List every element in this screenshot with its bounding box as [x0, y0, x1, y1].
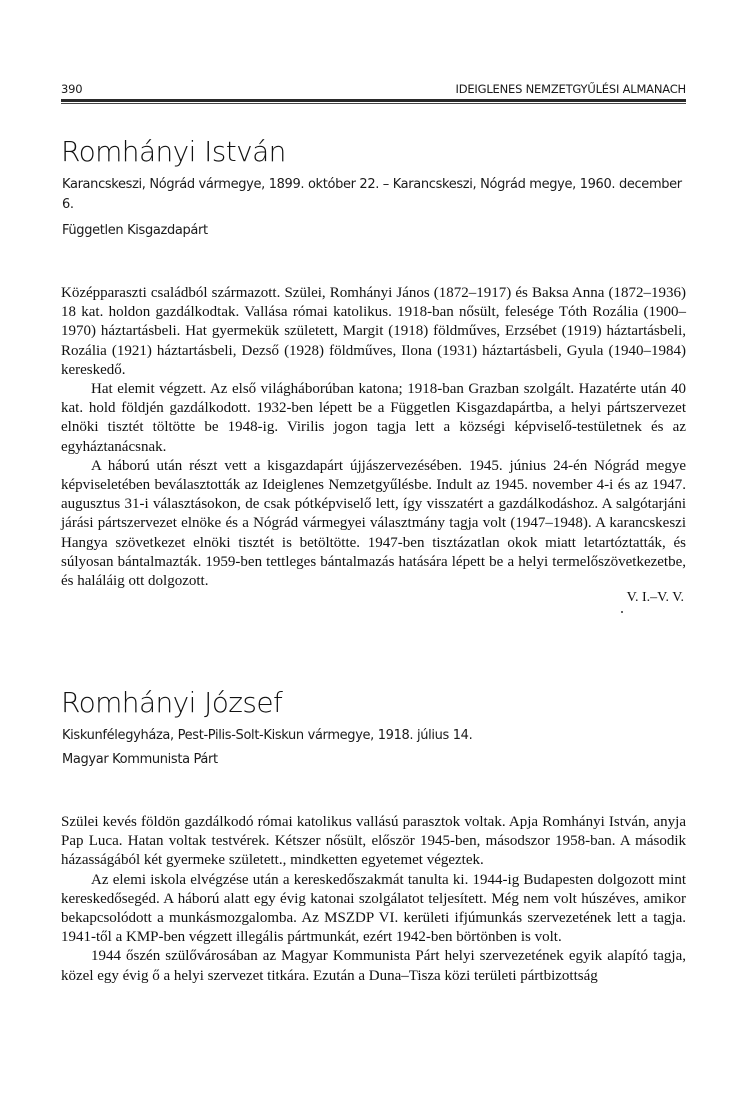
body-paragraph: Középparaszti családból származott. Szülei, Romhányi János (1872–1917) és Baksa Anna (1872–1936) 18 kat. holdon gazdálkodtak. Vallása római katolikus. 1918-ban nősült, felesége Tóth Rozália (1900–1970) háztartásbeli. Hat gyermekük született, Margit (1918) földműves, Erzsébet (1919) háztartásbeli, Rozália (1921) háztartásbeli, Dezső (1928) földműves, Ilona (1931) háztartásbeli, Gyula (1940–1984) kereskedő. — [61, 285, 686, 378]
entry-name: Romhányi József — [61, 686, 283, 719]
entry-body — [61, 284, 686, 591]
ink-dot — [621, 611, 623, 613]
body-paragraph: 1944 őszén szülővárosában az Magyar Kommunista Párt helyi szervezetének egyik alapító tagja, közel egy évig ő a helyi szervezet titkára. Ezután a Duna–Tisza közi területi pártbizottság — [61, 948, 686, 984]
author-signature: V. I.–V. V. — [626, 590, 684, 605]
entry-party: Független Kisgazdapárt — [62, 223, 208, 238]
header-rule-thick — [61, 99, 686, 102]
body-paragraph: Hat elemit végzett. Az első világháborúban katona; 1918-ban Grazban szolgált. Hazatérte után 40 kat. hold földjén gazdálkodott. 1932-ben lépett be a Független Kisgazdapártba, a helyi pártszervezet elnöki tisztét töltötte be 1948-ig. Virilis jogon tagja lett a községi képviselő-testületnek és az egyháztanácsnak. — [61, 381, 686, 455]
body-paragraph: Szülei kevés földön gazdálkodó római katolikus vallású parasztok voltak. Apja Romhányi István, anyja Pap Luca. Hatan voltak testvérek. Kétszer nősült, először 1945-ben, másodszor 1958-ban. A második házasságából két gyermeke született., mindketten egyetemet végeztek. — [61, 814, 686, 869]
entry-party: Magyar Kommunista Párt — [62, 752, 218, 767]
body-paragraph: A háború után részt vett a kisgazdapárt újjászervezésében. 1945. június 24-én Nógrád megye képviseletében beválasztották az Ideiglenes Nemzetgyűlésbe. Indult az 1945. november 4-i és az 1947. augusztus 31-i választásokon, de csak pótképviselő lett, így visszatért a gazdálkodáshoz. A salgótarjáni járási pártszervezet elnöke és a Nógrád vármegyei választmány tagja volt (1947–1948). A karancskeszi Hangya szövetkezet elnöki tisztét is betöltötte. 1947-ben tisztázatlan okok miatt letartóztatták, és súlyosan bántalmazták. 1959-ben tettleges bántalmazás hatására lépett be a helyi termelőszövetkezetbe, és haláláig ott dolgozott. — [61, 457, 686, 590]
running-title: IDEIGLENES NEMZETGYŰLÉSI ALMANACH — [455, 82, 686, 96]
body-paragraph: Az elemi iskola elvégzése után a kereskedőszakmát tanulta ki. 1944-ig Budapesten dolgozott mint kereskedősegéd. A háború alatt egy évig katonai szolgálatot teljesített. Még nem volt húszéves, amikor bekapcsolódott a munkásmozgalomba. Az MSZDP VI. kerületi ifjúmunkás szervezetének lett a tagja. 1941-től a KMP-ben végzett illegális pártmunkát, ezért 1942-ben börtönben is volt. — [61, 871, 686, 946]
entry-birth-death: Karancskeszi, Nógrád vármegye, 1899. október 22. – Karancskeszi, Nógrád megye, 1960. december 6. — [62, 177, 682, 212]
page-number: 390 — [61, 82, 83, 96]
entry-birth-death: Kiskunfélegyháza, Pest-Pilis-Solt-Kiskun vármegye, 1918. július 14. — [62, 728, 473, 743]
entry-name: Romhányi István — [61, 135, 286, 168]
running-header — [61, 82, 686, 96]
header-rule-thin — [61, 103, 686, 104]
entry-body — [61, 813, 686, 986]
